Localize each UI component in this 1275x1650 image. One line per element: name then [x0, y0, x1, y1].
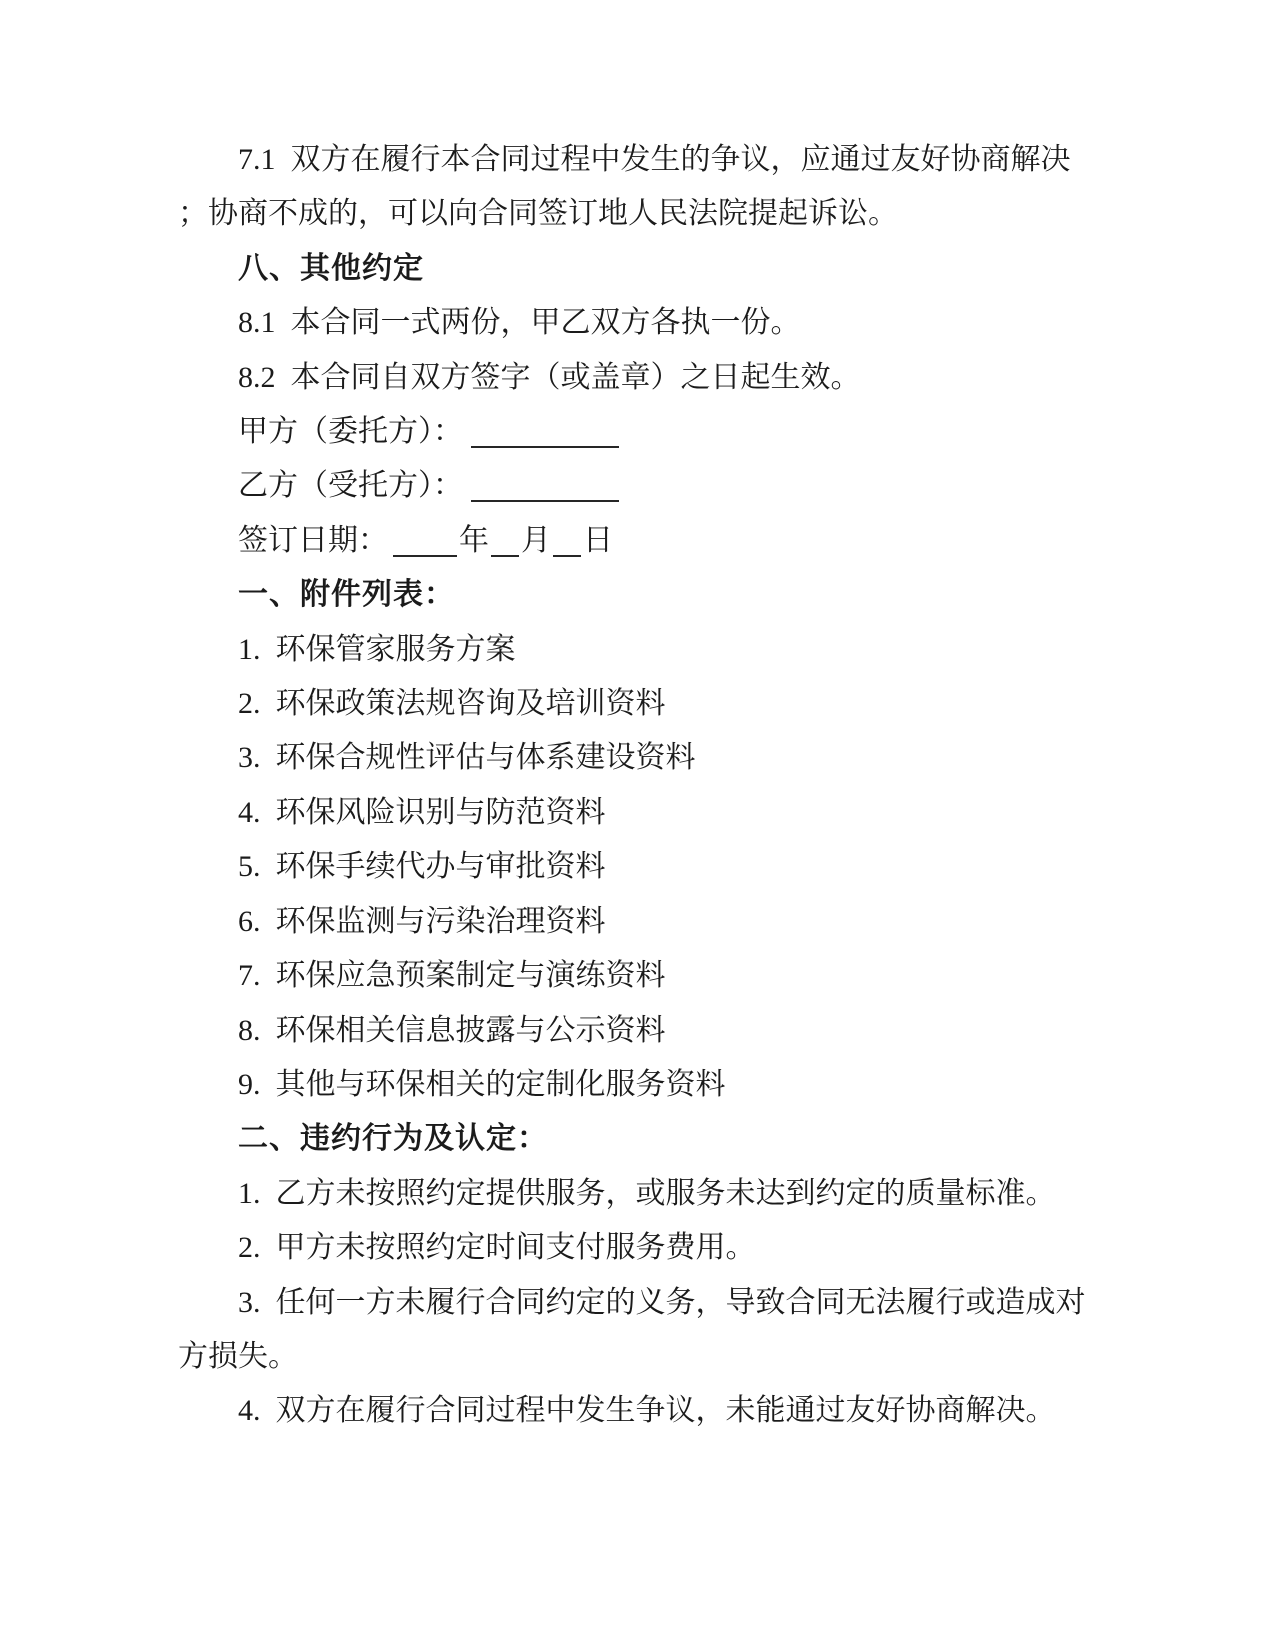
attachment-item-3: 3. 环保合规性评估与体系建设资料 [238, 741, 696, 775]
clause-8-2: 8.2 本合同自双方签字（或盖章）之日起生效。 [238, 360, 861, 394]
attachment-item-7: 7. 环保应急预案制定与演练资料 [238, 959, 666, 993]
signing-date-year-unit: 年 [459, 523, 489, 557]
clause-7-1-line-2: ；协商不成的，可以向合同签订地人民法院提起诉讼。 [178, 197, 898, 231]
party-b-signature-line [178, 459, 1094, 513]
attachment-item-2: 2. 环保政策法规咨询及培训资料 [238, 687, 666, 721]
party-a-label: 甲方（委托方）： [238, 415, 463, 449]
breach-item-3-line-1: 3. 任何一方未履行合同约定的义务，导致合同无法履行或造成对 [238, 1285, 1086, 1319]
party-a-signature-line [178, 405, 1094, 459]
signing-date-day-blank[interactable] [553, 521, 581, 557]
document-page [178, 133, 1094, 1439]
attachment-item-8: 8. 环保相关信息披露与公示资料 [238, 1013, 666, 1047]
section-heading-breach: 二、违约行为及认定： [238, 1122, 548, 1156]
clause-8-1: 8.1 本合同一式两份，甲乙双方各执一份。 [238, 306, 801, 340]
party-b-blank-field[interactable] [471, 466, 619, 502]
attachment-item-1: 1. 环保管家服务方案 [238, 632, 516, 666]
signing-date-line [178, 514, 1094, 568]
signing-date-month-blank[interactable] [491, 521, 519, 557]
signing-date-year-blank[interactable] [393, 521, 457, 557]
party-b-label: 乙方（受托方）： [238, 469, 463, 503]
breach-item-3-line-2: 方损失。 [178, 1339, 298, 1373]
signing-date-month-unit: 月 [521, 523, 551, 557]
attachment-item-4: 4. 环保风险识别与防范资料 [238, 795, 606, 829]
signing-date-day-unit: 日 [583, 523, 613, 557]
breach-item-1: 1. 乙方未按照约定提供服务，或服务未达到约定的质量标准。 [238, 1176, 1056, 1210]
attachment-item-9: 9. 其他与环保相关的定制化服务资料 [238, 1067, 726, 1101]
clause-7-1-line-1: 7.1 双方在履行本合同过程中发生的争议，应通过友好协商解决 [238, 143, 1071, 176]
attachment-item-6: 6. 环保监测与污染治理资料 [238, 904, 606, 938]
breach-item-2: 2. 甲方未按照约定时间支付服务费用。 [238, 1231, 756, 1265]
signing-date-label: 签订日期： [238, 523, 388, 557]
party-a-blank-field[interactable] [471, 412, 619, 448]
section-heading-8-other-provisions: 八、其他约定 [238, 251, 424, 285]
attachment-item-5: 5. 环保手续代办与审批资料 [238, 850, 606, 884]
section-heading-attachments: 一、附件列表： [238, 578, 455, 612]
breach-item-4: 4. 双方在履行合同过程中发生争议，未能通过友好协商解决。 [238, 1394, 1056, 1428]
